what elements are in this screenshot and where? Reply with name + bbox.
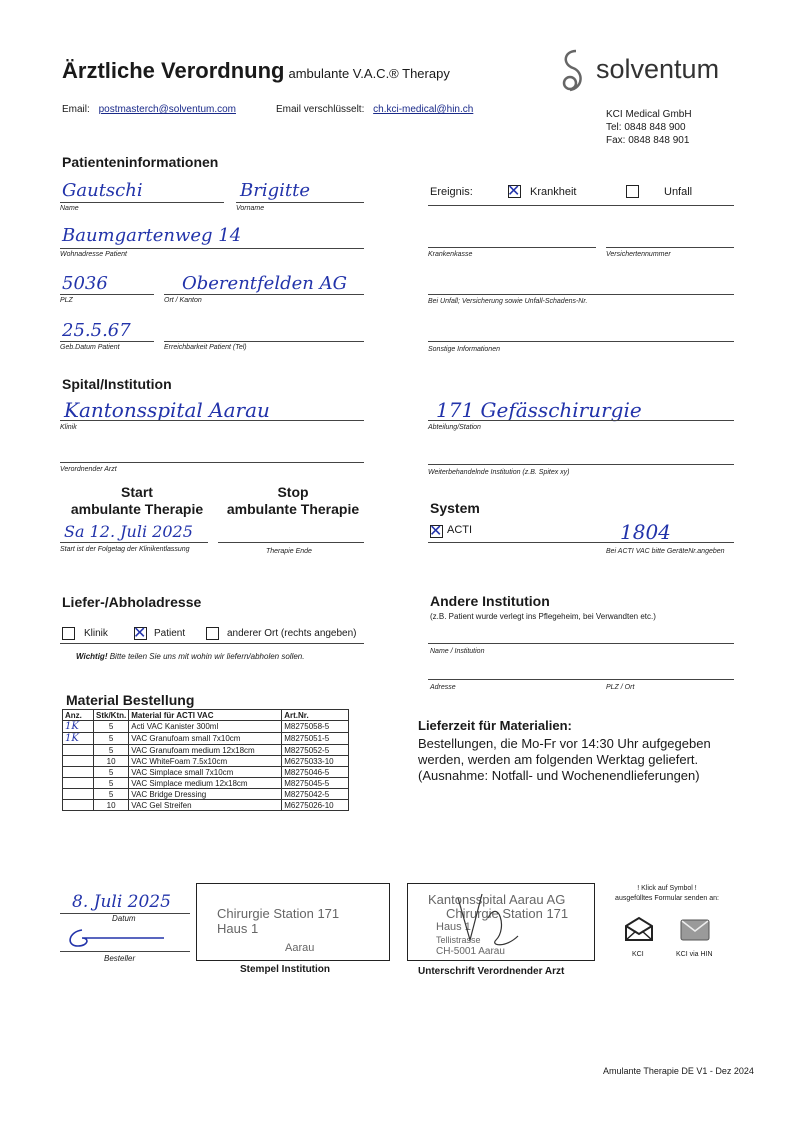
arzt-line — [60, 462, 364, 463]
col-material: Material für ACTI VAC — [129, 710, 282, 721]
row-anz[interactable] — [63, 789, 94, 800]
row-artnr: M6275033-10 — [282, 756, 349, 767]
weiter-line — [428, 464, 734, 465]
email-label: Email: — [62, 104, 90, 115]
delivery-klinik-checkbox[interactable] — [62, 627, 75, 640]
lieferzeit-text — [418, 736, 711, 784]
mail-kci-icon[interactable] — [624, 916, 654, 942]
stamp2-line1: Kantonsspital Aarau AG — [428, 892, 566, 907]
table-row — [63, 721, 349, 733]
delivery-line — [60, 643, 364, 644]
stamp1-label: Stempel Institution — [240, 964, 330, 975]
address-line — [60, 248, 364, 249]
email-link[interactable]: postmasterch@solventum.com — [98, 104, 236, 115]
plz-line — [60, 294, 154, 295]
lieferzeit-heading: Lieferzeit für Materialien: — [418, 718, 572, 733]
start-line — [60, 542, 208, 543]
title-subtitle: ambulante V.A.C.® Therapy — [288, 66, 450, 81]
form-title — [62, 58, 450, 84]
sonstige-line — [428, 341, 734, 342]
patient-ort-value[interactable]: Oberentfelden AG — [182, 273, 347, 294]
email-enc-label: Email verschlüsselt: — [276, 104, 365, 115]
versicherten-label: Versichertennummer — [606, 251, 671, 258]
patient-dob-value[interactable]: 25.5.67 — [62, 320, 131, 341]
stamp-arzt-box[interactable] — [407, 883, 595, 961]
row-stk: 10 — [94, 800, 129, 811]
email-row — [62, 104, 236, 115]
table-row — [63, 767, 349, 778]
row-material: VAC Gel Streifen — [129, 800, 282, 811]
company-block — [606, 108, 692, 147]
stop-heading-2: ambulante Therapie — [226, 501, 360, 517]
krankenkasse-line — [428, 247, 596, 248]
table-row — [63, 789, 349, 800]
patient-vorname-value[interactable]: Brigitte — [240, 180, 310, 201]
table-row — [63, 778, 349, 789]
company-name: KCI Medical GmbH — [606, 109, 692, 120]
klinik-line — [60, 420, 364, 421]
andere-plz-label: PLZ / Ort — [606, 684, 635, 691]
col-artnr: Art.Nr. — [282, 710, 349, 721]
solventum-logo — [556, 48, 736, 96]
arzt-label: Verordnender Arzt — [60, 466, 117, 473]
andere-sub: (z.B. Patient wurde verlegt ins Pflegeheim, bei Verwandten etc.) — [430, 612, 656, 621]
tel-label: Erreichbarkeit Patient (Tel) — [164, 344, 247, 351]
row-material: VAC Granufoam small 7x10cm — [129, 733, 282, 745]
klinik-value[interactable]: Kantonsspital Aarau — [64, 398, 270, 422]
start-heading-1: Start — [121, 484, 153, 500]
row-material: Acti VAC Kanister 300ml — [129, 721, 282, 733]
row-anz[interactable]: 1K — [63, 721, 94, 733]
stop-heading-1: Stop — [277, 484, 309, 500]
email-enc-row — [276, 104, 473, 115]
delivery-note — [76, 652, 304, 661]
row-artnr: M8275046-5 — [282, 767, 349, 778]
title-text: Ärztliche Verordnung — [62, 58, 285, 83]
row-anz[interactable] — [63, 745, 94, 756]
abteilung-line — [428, 420, 734, 421]
send-block — [604, 884, 730, 904]
ereignis-label: Ereignis: — [430, 186, 473, 198]
send-title: ! Klick auf Symbol ! — [637, 885, 697, 892]
system-line — [428, 542, 734, 543]
unfall-label: Unfall — [664, 186, 693, 198]
ort-label: Ort / Kanton — [164, 297, 202, 304]
name-label: Name — [60, 205, 79, 212]
company-tel: Tel: 0848 848 900 — [606, 122, 686, 133]
sonstige-label: Sonstige Informationen — [428, 346, 500, 353]
solventum-logo-icon — [556, 48, 590, 94]
stamp2-line5: CH-5001 Aarau — [436, 946, 505, 957]
andere-name-label: Name / Institution — [430, 648, 485, 655]
mail-hin-icon[interactable] — [680, 918, 710, 942]
delivery-heading: Liefer-/Abholadresse — [62, 594, 202, 610]
stamp1-line2: Haus 1 — [217, 921, 259, 936]
delivery-anderer-checkbox[interactable] — [206, 627, 219, 640]
material-heading: Material Bestellung — [66, 692, 195, 708]
delivery-patient-check-icon: ✕ — [133, 623, 147, 642]
andere-adresse-label: Adresse — [430, 684, 456, 691]
lieferzeit-line1: Bestellungen, die Mo-Fr vor 14:30 Uhr aufgegeben — [418, 736, 711, 751]
besteller-signature — [64, 926, 174, 950]
row-material: VAC Simplace medium 12x18cm — [129, 778, 282, 789]
delivery-note-text: Bitte teilen Sie uns mit wohin wir liefern/abholen sollen. — [107, 652, 305, 661]
vorname-line — [236, 202, 364, 203]
row-artnr: M8275045-5 — [282, 778, 349, 789]
brand-name: solventum — [596, 54, 720, 84]
patient-heading: Patienteninformationen — [62, 154, 219, 170]
row-artnr: M6275026-10 — [282, 800, 349, 811]
kci-label: KCI — [632, 951, 644, 958]
lieferzeit-line3: (Ausnahme: Notfall- und Wochenendlieferungen) — [418, 768, 700, 783]
unfall-nr-label: Bei Unfall; Versicherung sowie Unfall-Schadens-Nr. — [428, 298, 588, 305]
row-material: VAC Bridge Dressing — [129, 789, 282, 800]
row-artnr: M8275051-5 — [282, 733, 349, 745]
row-stk: 5 — [94, 745, 129, 756]
material-header-row — [63, 710, 349, 721]
row-material: VAC Granufoam medium 12x18cm — [129, 745, 282, 756]
acti-label: ACTI — [447, 524, 473, 536]
col-stk: Stk/Ktn. — [94, 710, 129, 721]
row-stk: 10 — [94, 756, 129, 767]
row-stk: 5 — [94, 789, 129, 800]
row-stk: 5 — [94, 721, 129, 733]
stamp1-line1: Chirurgie Station 171 — [217, 906, 340, 921]
patient-address-value[interactable]: Baumgartenweg 14 — [62, 225, 242, 246]
besteller-line — [60, 951, 190, 952]
plz-label: PLZ — [60, 297, 73, 304]
patient-name-value[interactable]: Gautschi — [62, 180, 143, 201]
klinik-label: Klinik — [60, 424, 77, 431]
andere-adresse-line — [428, 679, 734, 680]
delivery-note-strong: Wichtig! — [76, 652, 108, 661]
company-fax: Fax: 0848 848 901 — [606, 135, 690, 146]
stamp2-line2: Chirurgie Station 171 — [446, 906, 569, 921]
stop-heading — [218, 484, 368, 518]
delivery-klinik-label: Klinik — [84, 628, 108, 639]
address-label: Wohnadresse Patient — [60, 251, 127, 258]
row-anz[interactable] — [63, 778, 94, 789]
row-artnr: M8275052-5 — [282, 745, 349, 756]
acti-check-icon: ✕ — [429, 521, 443, 540]
delivery-anderer-label: anderer Ort (rechts angeben) — [227, 628, 357, 639]
krankenkasse-label: Krankenkasse — [428, 251, 473, 258]
stop-line — [218, 542, 364, 543]
row-material: VAC Simplace small 7x10cm — [129, 767, 282, 778]
start-heading-2: ambulante Therapie — [70, 501, 204, 517]
andere-heading: Andere Institution — [430, 593, 550, 609]
stamp2-line3: Haus 1 — [436, 921, 471, 933]
col-anz: Anz. — [63, 710, 94, 721]
name-line — [60, 202, 224, 203]
stamp2-line4: Tellistrasse — [436, 935, 481, 945]
stamp2-label: Unterschrift Verordnender Arzt — [418, 966, 565, 977]
dob-line — [60, 341, 154, 342]
row-stk: 5 — [94, 767, 129, 778]
besteller-label: Besteller — [104, 954, 136, 963]
version-label: Amulante Therapie DE V1 - Dez 2024 — [603, 1066, 754, 1076]
krankheit-label: Krankheit — [530, 186, 577, 198]
institution-heading: Spital/Institution — [62, 376, 172, 392]
patient-plz-value[interactable]: 5036 — [62, 273, 108, 294]
row-stk: 5 — [94, 778, 129, 789]
stamp-institution-box[interactable] — [196, 883, 390, 961]
geraet-nr-value[interactable]: 1804 — [620, 520, 671, 544]
system-heading: System — [430, 500, 480, 516]
start-value[interactable]: Sa 12. Juli 2025 — [64, 522, 193, 541]
ort-line — [164, 294, 364, 295]
table-row — [63, 733, 349, 745]
row-material: VAC WhiteFoam 7.5x10cm — [129, 756, 282, 767]
ereignis-line — [428, 205, 734, 206]
abteilung-label: Abteilung/Station — [428, 424, 481, 431]
unfall-nr-line — [428, 294, 734, 295]
material-table — [62, 709, 349, 811]
weiter-label: Weiterbehandelnde Institution (z.B. Spitex xy) — [428, 469, 570, 476]
datum-label: Datum — [112, 914, 136, 923]
row-anz[interactable] — [63, 800, 94, 811]
row-anz[interactable]: 1K — [63, 733, 94, 745]
stop-label: Therapie Ende — [266, 548, 312, 555]
abteilung-value[interactable]: 171 Gefässchirurgie — [436, 398, 642, 422]
tel-line — [164, 341, 364, 342]
start-label: Start ist der Folgetag der Klinikentlassung — [60, 546, 190, 553]
send-sub: ausgefülltes Formular senden an: — [615, 895, 719, 902]
table-row — [63, 756, 349, 767]
delivery-patient-label: Patient — [154, 628, 186, 639]
kci-hin-label: KCI via HIN — [676, 951, 713, 958]
datum-value[interactable]: 8. Juli 2025 — [72, 892, 171, 912]
vorname-label: Vorname — [236, 205, 265, 212]
unfall-checkbox[interactable] — [626, 185, 639, 198]
stamp1-line3: Aarau — [285, 942, 315, 954]
lieferzeit-line2: werden, werden am folgenden Werktag geliefert. — [418, 752, 699, 767]
arzt-signature — [448, 888, 528, 954]
versicherten-line — [606, 247, 734, 248]
row-anz[interactable] — [63, 767, 94, 778]
dob-label: Geb.Datum Patient — [60, 344, 120, 351]
geraet-label: Bei ACTI VAC bitte GeräteNr.angeben — [606, 548, 725, 555]
email-enc-link[interactable]: ch.kci-medical@hin.ch — [373, 104, 474, 115]
row-artnr: M8275058-5 — [282, 721, 349, 733]
row-artnr: M8275042-5 — [282, 789, 349, 800]
andere-name-line — [428, 643, 734, 644]
krankheit-check-icon: ✕ — [507, 181, 521, 200]
table-row — [63, 800, 349, 811]
table-row — [63, 745, 349, 756]
row-stk: 5 — [94, 733, 129, 745]
start-heading — [62, 484, 212, 518]
row-anz[interactable] — [63, 756, 94, 767]
